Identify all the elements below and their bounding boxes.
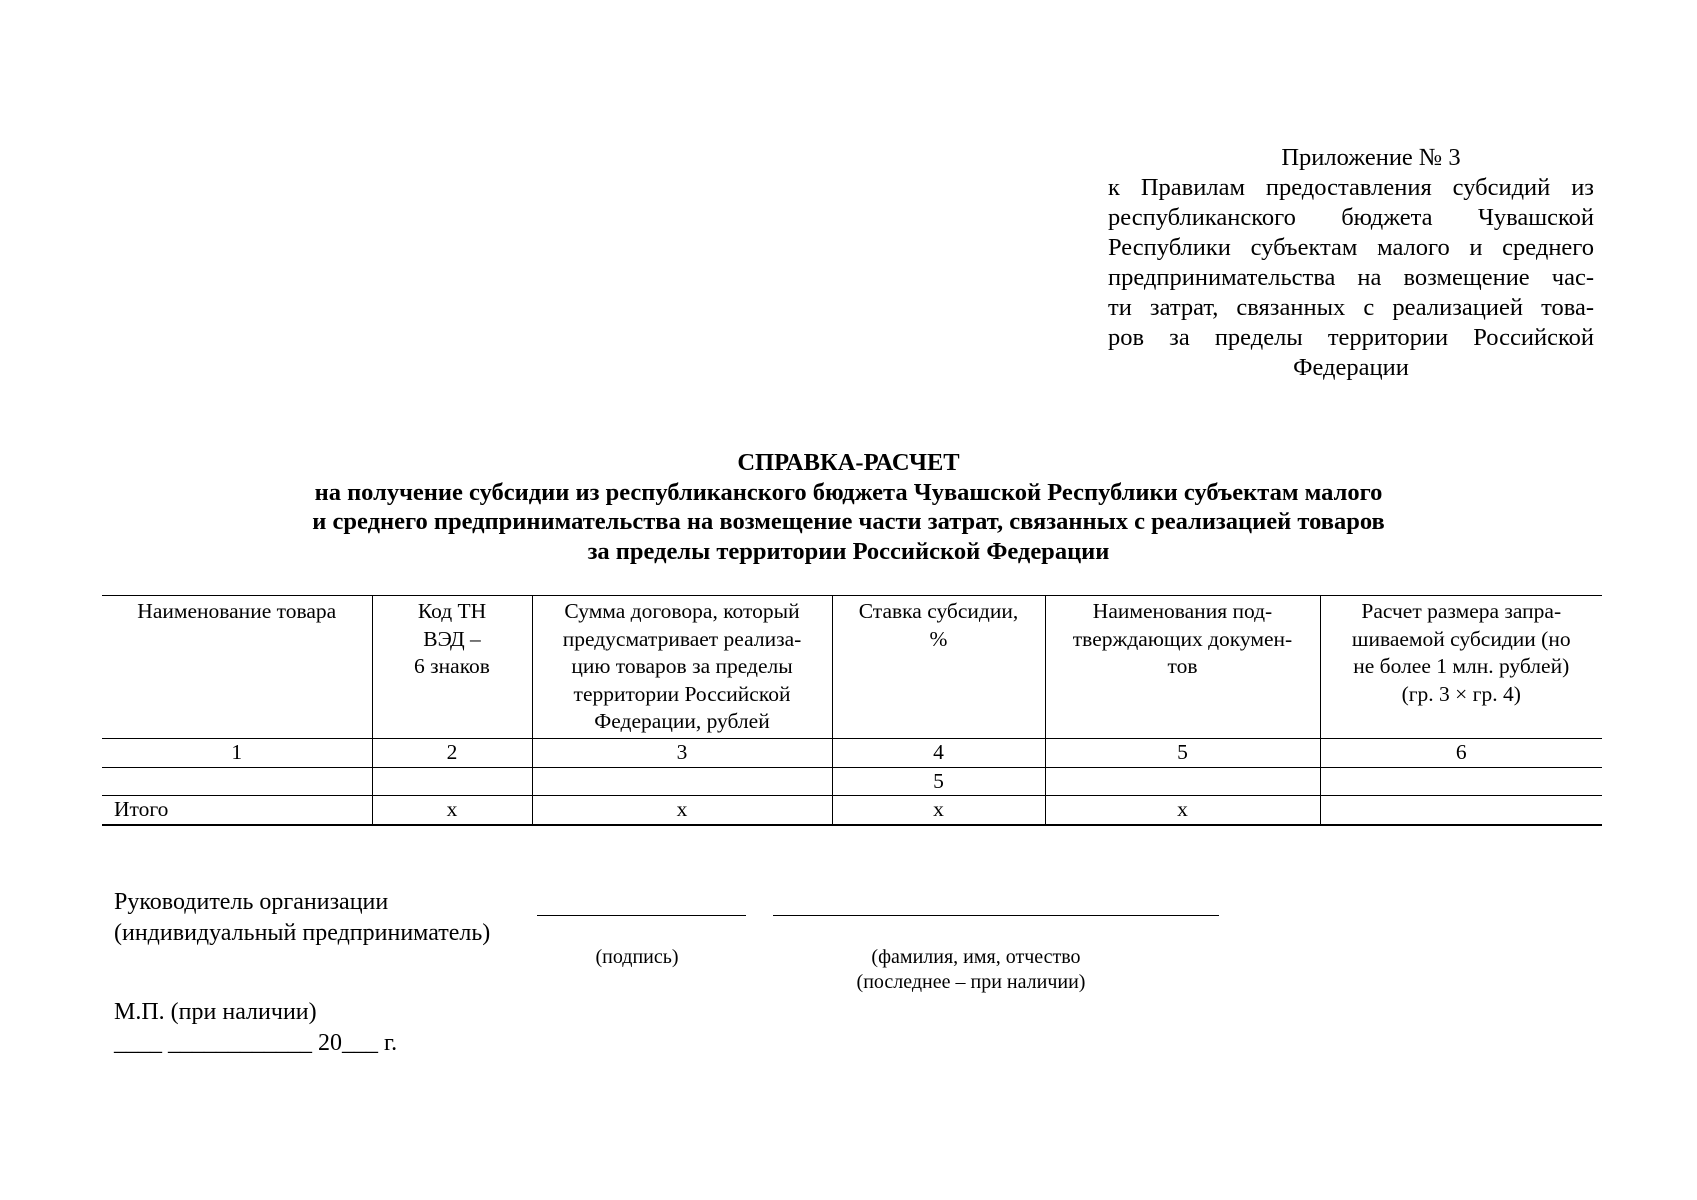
column-number: 2 [372,739,532,768]
title-line: на получение субсидии из республиканского бюджета Чувашской Республики субъектам малого [314,478,1383,506]
annex-line: ти затрат, связанных с реализацией това- [1108,294,1594,321]
column-number: 6 [1320,739,1602,768]
table-cell [102,767,372,796]
annex-line: ров за пределы территории Российской [1108,324,1594,351]
header-text: тверждающих докумен- [1072,626,1293,651]
column-number: 1 [102,739,372,768]
signature-block [114,887,490,949]
header-text: Код ТН [417,599,487,623]
annex-line: Республики субъектам малого и среднего [1108,234,1594,261]
title-line: и среднего предпринимательства на возмещение части затрат, связанных с реализацией товаров [312,508,1385,535]
header-text: Сумма договора, который [564,599,800,623]
annex-title: Приложение № 3 [1281,144,1461,171]
signature-label: Руководитель организации [114,889,389,915]
full-name-caption [773,945,1219,995]
table-cell: х [832,796,1045,825]
table-cell: х [1045,796,1320,825]
date-line: ____ ____________ 20___ г. [114,1030,398,1056]
header-text: (гр. 3 × гр. 4) [1401,681,1521,706]
annex-line: республиканского бюджета Чувашской [1108,204,1594,231]
stamp-block [114,997,397,1059]
column-number-row [102,739,1602,768]
table-cell: х [532,796,832,825]
signature-caption: (подпись) [595,946,679,968]
table-header-row [102,596,1602,739]
caption-line: (фамилия, имя, отчество [871,946,1081,968]
total-label: Итого [102,796,372,825]
header-cell [1045,596,1320,739]
header-text: 6 знаков [414,654,490,678]
table-cell [1320,767,1602,796]
header-cell [372,596,532,739]
annex-line: предпринимательства на возмещение час- [1108,264,1594,291]
header-text: Наименование товара [137,599,337,623]
document-title [100,448,1597,566]
header-text: тов [1167,654,1198,678]
column-number: 5 [1045,739,1320,768]
table-cell [532,767,832,796]
title-main: СПРАВКА-РАСЧЕТ [737,449,960,476]
table-row [102,767,1602,796]
full-name-line [773,915,1219,916]
header-cell [832,596,1045,739]
caption-line: (последнее – при наличии) [856,971,1086,993]
header-text: ВЭД – [423,626,481,651]
header-cell [102,596,372,739]
annex-line: к Правилам предоставления субсидий из [1108,174,1594,201]
header-cell [1320,596,1602,739]
calculation-table [102,595,1602,826]
header-text: Федерации, рублей [594,709,770,733]
header-text: Расчет размера запра- [1361,599,1562,623]
header-text: Наименования под- [1092,599,1273,623]
signature-line [537,915,746,916]
header-text: не более 1 млн. рублей) [1353,654,1570,678]
annex-block [1108,143,1594,383]
header-text: % [929,626,948,651]
table-cell: 5 [832,767,1045,796]
table-cell: х [372,796,532,825]
header-text: территории Российской [573,681,791,706]
title-line: за пределы территории Российской Федерации [587,537,1110,565]
table-cell [1045,767,1320,796]
header-text: предусматривает реализа- [562,626,802,651]
column-number: 4 [832,739,1045,768]
total-row [102,796,1602,825]
column-number: 3 [532,739,832,768]
header-text: цию товаров за пределы [571,654,793,678]
table-cell [372,767,532,796]
header-text: Ставка субсидии, [858,599,1019,623]
signature-label: (индивидуальный предприниматель) [114,920,491,946]
stamp-label: М.П. (при наличии) [114,999,317,1025]
header-cell [532,596,832,739]
header-text: шиваемой субсидии (но [1351,626,1571,651]
table-cell [1320,796,1602,825]
annex-line: Федерации [1293,354,1409,381]
